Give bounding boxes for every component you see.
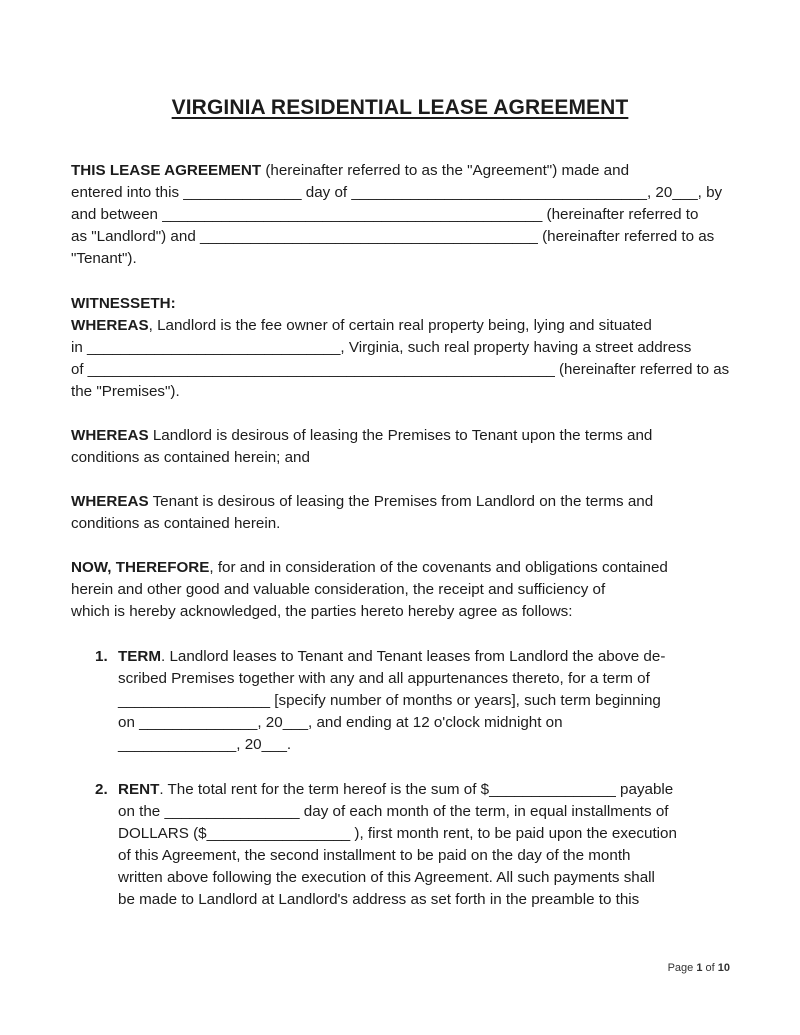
intro-paragraph bbox=[71, 160, 731, 270]
intro-line-2: entered into this ______________ day of ___________________________________, 20___, by bbox=[71, 184, 723, 201]
witness-line-3: of ________________________________________________________ (hereinafter referred to as bbox=[71, 361, 730, 378]
now-line-1: NOW, THEREFORE, for and in consideration of the covenants and obligations contained bbox=[71, 559, 668, 576]
now-line-2: herein and other good and valuable consideration, the receipt and sufficiency of bbox=[71, 581, 606, 598]
term-line-5: ______________, 20___. bbox=[118, 736, 292, 753]
whereas-landlord-paragraph bbox=[71, 425, 731, 469]
witness-line-4: the "Premises"). bbox=[71, 383, 180, 400]
term-line-3: __________________ [specify number of months or years], such term beginning bbox=[118, 692, 661, 709]
whereas-tenant-paragraph bbox=[71, 491, 731, 535]
whereas3-line-2: conditions as contained herein. bbox=[71, 515, 281, 532]
rent-line-5: written above following the execution of this Agreement. All such payments shall bbox=[118, 869, 655, 886]
whereas3-line-1: WHEREAS Tenant is desirous of leasing the Premises from Landlord on the terms and bbox=[71, 493, 654, 510]
witnesseth-heading: WITNESSETH: bbox=[71, 295, 176, 312]
clause-body bbox=[118, 779, 731, 911]
term-line-2: scribed Premises together with any and all appurtenances thereto, for a term of bbox=[118, 670, 650, 687]
intro-line-4: as "Landlord") and ________________________________________ (hereinafter referred to as bbox=[71, 228, 715, 245]
term-line-1: TERM. Landlord leases to Tenant and Tenant leases from Landlord the above de- bbox=[118, 648, 666, 665]
whereas2-line-2: conditions as contained herein; and bbox=[71, 449, 310, 466]
intro-line-1: THIS LEASE AGREEMENT (hereinafter referred to as the "Agreement") made and bbox=[71, 162, 630, 179]
witness-line-1: WHEREAS, Landlord is the fee owner of certain real property being, lying and situated bbox=[71, 317, 652, 334]
whereas-lead: WHEREAS bbox=[71, 317, 149, 334]
whereas2-line-1: WHEREAS Landlord is desirous of leasing the Premises to Tenant upon the terms and bbox=[71, 427, 653, 444]
clause-number: 2. bbox=[95, 781, 108, 798]
intro-line-3: and between _____________________________________________ (hereinafter referred to bbox=[71, 206, 699, 223]
now-line-3: which is hereby acknowledged, the parties hereto hereby agree as follows: bbox=[71, 603, 573, 620]
rent-line-3: DOLLARS ($_________________ ), first month rent, to be paid upon the execution bbox=[118, 825, 677, 842]
rent-line-4: of this Agreement, the second installment to be paid on the day of the month bbox=[118, 847, 631, 864]
document-title: VIRGINIA RESIDENTIAL LEASE AGREEMENT bbox=[171, 96, 629, 119]
now-therefore-paragraph bbox=[71, 557, 731, 623]
witnesseth-section bbox=[71, 293, 731, 403]
page-number-footer: Page 1 of 10 bbox=[667, 962, 730, 974]
intro-lead: THIS LEASE AGREEMENT bbox=[71, 162, 262, 179]
term-line-4: on ______________, 20___, and ending at 12 o'clock midnight on bbox=[118, 714, 563, 731]
rent-line-1: RENT. The total rent for the term hereof is the sum of $_______________ payable bbox=[118, 781, 674, 798]
rent-line-2: on the ________________ day of each month of the term, in equal installments of bbox=[118, 803, 669, 820]
total-pages: 10 bbox=[717, 962, 730, 974]
current-page: 1 bbox=[696, 962, 703, 974]
clause-number: 1. bbox=[95, 648, 108, 665]
witness-line-2: in ______________________________, Virginia, such real property having a street address bbox=[71, 339, 692, 356]
intro-line-5: "Tenant"). bbox=[71, 250, 137, 267]
clause-body bbox=[118, 646, 731, 756]
rent-line-6: be made to Landlord at Landlord's address as set forth in the preamble to this bbox=[118, 891, 640, 908]
